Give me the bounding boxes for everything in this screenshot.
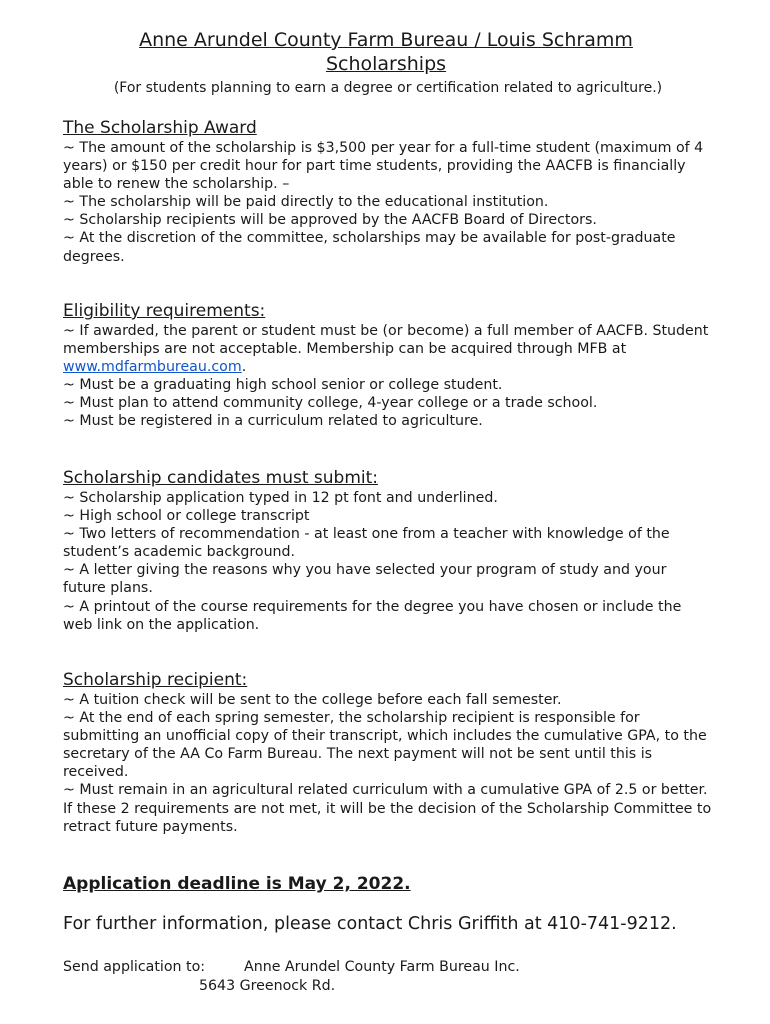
recipient-heading: Scholarship recipient: bbox=[63, 670, 248, 690]
submit-item: ~ Two letters of recommendation - at least one from a teacher with knowledge of the student’s academic background. bbox=[63, 526, 670, 561]
page-title bbox=[63, 28, 709, 76]
submit-heading: Scholarship candidates must submit: bbox=[63, 468, 378, 488]
mdfarmbureau-link[interactable]: www.mdfarmbureau.com bbox=[63, 359, 242, 376]
award-item: ~ The amount of the scholarship is $3,500 per year for a full-time student (maximum of 4 years) or $150 per credit hour for part time students, providing the AACFB is financially able to renew the scholarship. – bbox=[63, 140, 704, 193]
recipient-section bbox=[63, 670, 713, 836]
title-line-2: Scholarships bbox=[325, 53, 447, 75]
award-item: ~ The scholarship will be paid directly to the educational institution. bbox=[63, 194, 549, 211]
submit-item: ~ A letter giving the reasons why you have selected your program of study and your future plans. bbox=[63, 562, 667, 597]
recipient-item: ~ Must remain in an agricultural related curriculum with a cumulative GPA of 2.5 or better. If these 2 requirements are not met, it will be the decision of the Scholarship Committee to retract future payments. bbox=[63, 782, 712, 835]
title-line-1: Anne Arundel County Farm Bureau / Louis Schramm bbox=[139, 29, 633, 51]
address-line-1: Anne Arundel County Farm Bureau Inc. bbox=[244, 959, 520, 975]
award-item: ~ Scholarship recipients will be approved by the AACFB Board of Directors. bbox=[63, 212, 597, 229]
document-page bbox=[63, 28, 713, 994]
recipient-item: ~ At the end of each spring semester, the scholarship recipient is responsible for submitting an unofficial copy of their transcript, which includes the cumulative GPA, to the secretary of the AA Co Farm Bureau. The next payment will not be sent until this is received. bbox=[63, 710, 707, 781]
submit-item: ~ A printout of the course requirements for the degree you have chosen or include the web link on the application. bbox=[63, 598, 682, 633]
mailing-address bbox=[63, 958, 713, 995]
page-subtitle: (For students planning to earn a degree or certification related to agriculture.) bbox=[113, 80, 663, 96]
eligibility-membership-end: . bbox=[241, 359, 247, 376]
application-deadline: Application deadline is May 2, 2022. bbox=[63, 874, 411, 894]
award-heading: The Scholarship Award bbox=[63, 118, 257, 138]
eligibility-heading: Eligibility requirements: bbox=[63, 301, 266, 321]
eligibility-item: ~ Must be a graduating high school senior or college student. bbox=[63, 377, 503, 394]
send-label: Send application to: bbox=[63, 959, 206, 975]
recipient-item: ~ A tuition check will be sent to the college before each fall semester. bbox=[63, 692, 562, 708]
award-item: ~ At the discretion of the committee, scholarships may be available for post-graduate degrees. bbox=[63, 230, 676, 265]
eligibility-item: ~ Must plan to attend community college, 4-year college or a trade school. bbox=[63, 395, 598, 412]
eligibility-section bbox=[63, 301, 713, 431]
contact-info: For further information, please contact Chris Griffith at 410-741-9212. bbox=[63, 914, 677, 934]
address-row-1 bbox=[63, 958, 713, 977]
submit-item: ~ Scholarship application typed in 12 pt font and underlined. bbox=[63, 490, 498, 506]
eligibility-membership-text: ~ If awarded, the parent or student must be (or become) a full member of AACFB. Student memberships are not acceptable. Membership can be acquired through MFB at bbox=[63, 323, 709, 358]
address-line-2: 5643 Greenock Rd. bbox=[199, 977, 336, 994]
submit-section bbox=[63, 468, 713, 634]
eligibility-item bbox=[63, 322, 713, 376]
award-section bbox=[63, 118, 713, 266]
eligibility-item: ~ Must be registered in a curriculum related to agriculture. bbox=[63, 413, 483, 430]
submit-item: ~ High school or college transcript bbox=[63, 508, 310, 525]
